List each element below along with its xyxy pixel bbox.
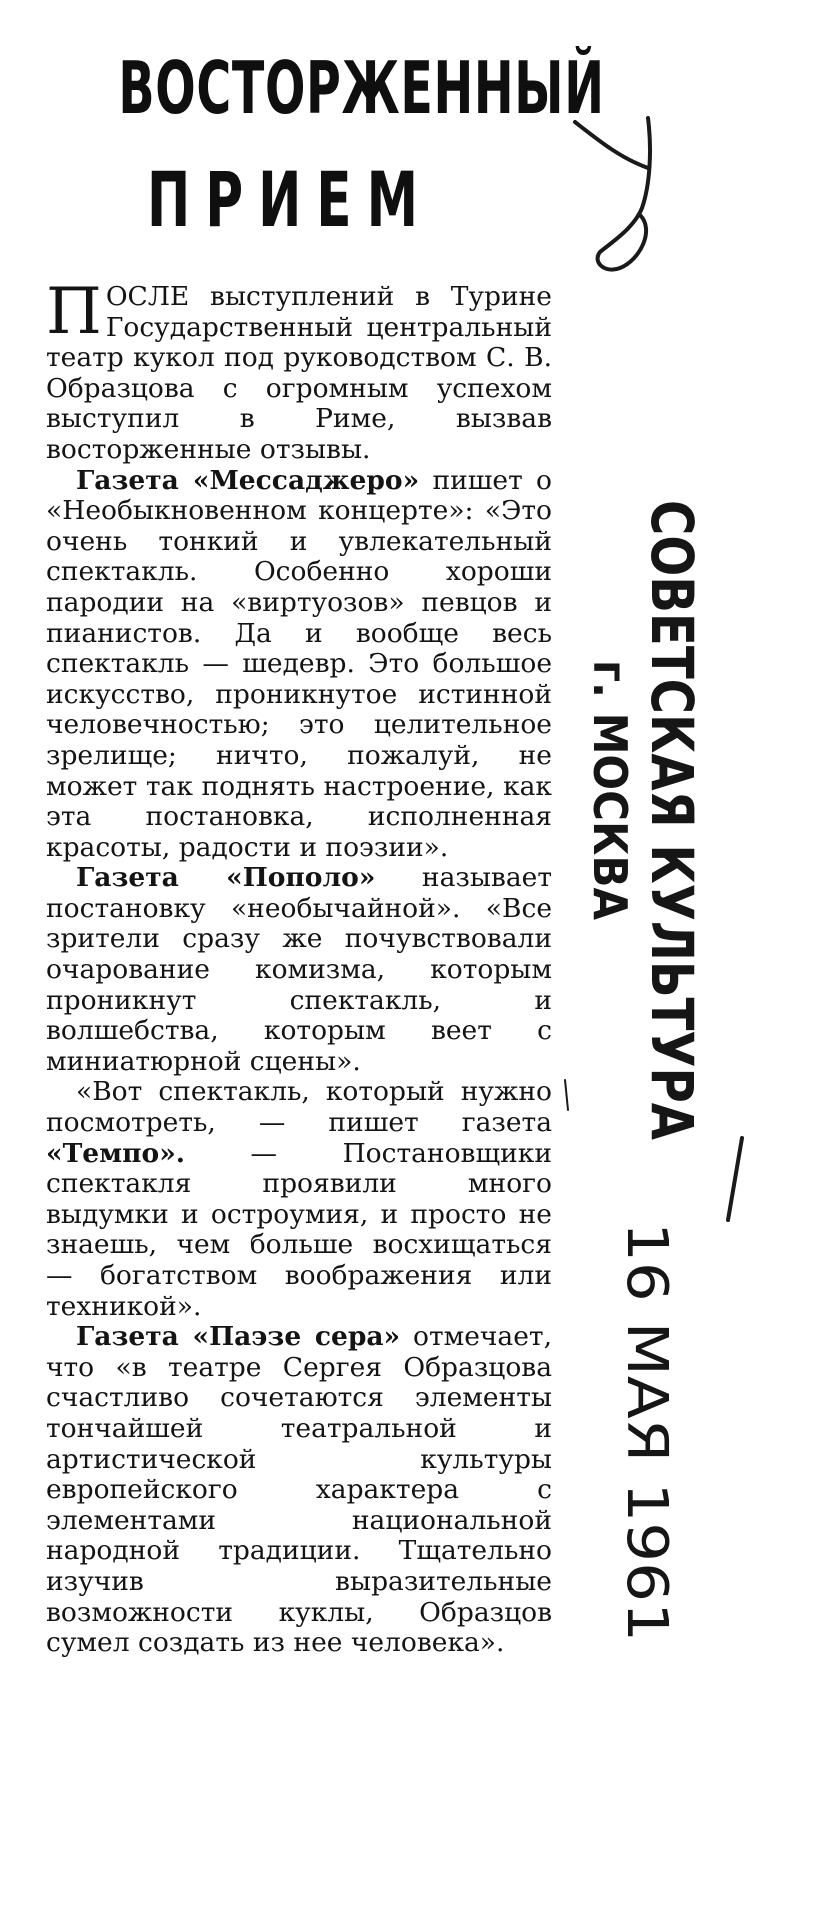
headline-line-2: ПРИЕМ — [147, 155, 433, 244]
newspaper-name: «Темпо». — [46, 1137, 186, 1169]
paragraph-text: отмечает, что «в театре Сергея Образцова счастливо сочетаются элементы тончайшей театральной и артистической культуры европейского характера с элементами национальной народной традиции. Тщательно изучив выразительные возможности куклы, Образцов сумел создать из нее человека». — [46, 1321, 552, 1659]
article-paragraph-4 — [46, 1077, 552, 1322]
article-paragraph-3 — [46, 863, 552, 1077]
pencil-mark — [728, 1138, 742, 1220]
article-paragraph-2 — [46, 466, 552, 864]
paragraph-text: называет постановку «необычайной». «Все зрители сразу же почувствовали очарование комизма, которым проникнут спектакль, и волшебства, которым веет с миниатюрной сцены». — [46, 862, 552, 1077]
pencil-mark — [598, 118, 650, 270]
drop-cap: П — [46, 275, 102, 349]
article-paragraph-5 — [46, 1322, 552, 1659]
paragraph-text: пишет о «Необыкновенном концерте»: «Это очень тонкий и увлекательный спектакль. Особенно хороши пародии на «виртуозов» певцов и пианистов. Да и вообще весь спектакль — шедевр. Это большое искусство, проникнутое истинной человечностью; это целительное зрелище; ничто, пожалуй, не может так поднять настроение, как эта постановка, исполненная красоты, радости и поэзии». — [46, 464, 552, 863]
article-body — [46, 275, 552, 1659]
newspaper-name: Газета «Паэзе сера» — [76, 1321, 401, 1353]
paragraph-text: «Вот спектакль, который нужно посмотреть, — пишет газета — [46, 1076, 552, 1139]
paragraph-text: — Постановщики спектакля проявили много выдумки и остроумия, и просто не знаешь, чем больше восхищаться — богатством воображения или техникой». — [46, 1137, 552, 1322]
stamp-date: 16 МАЯ 1961 — [614, 1222, 679, 1597]
newspaper-name: Газета «Мессаджеро» — [76, 464, 420, 496]
stamp-city: г. МОСКВА — [583, 660, 637, 945]
headline-line-1: ВОСТОРЖЕННЫЙ — [118, 46, 605, 130]
pencil-mark — [565, 1080, 568, 1110]
paragraph-text: ОСЛЕ выступлений в Турине Государственный центральный театр кукол под руководством С. В. Образцова с огромным успехом выступил в Риме, вызвав восторженные отзывы. — [46, 281, 552, 465]
newspaper-name: Газета «Пополо» — [76, 862, 376, 894]
stamp-newspaper-name: СОВЕТСКАЯ КУЛЬТУРА — [638, 500, 706, 1272]
article-paragraph-1 — [46, 275, 552, 466]
